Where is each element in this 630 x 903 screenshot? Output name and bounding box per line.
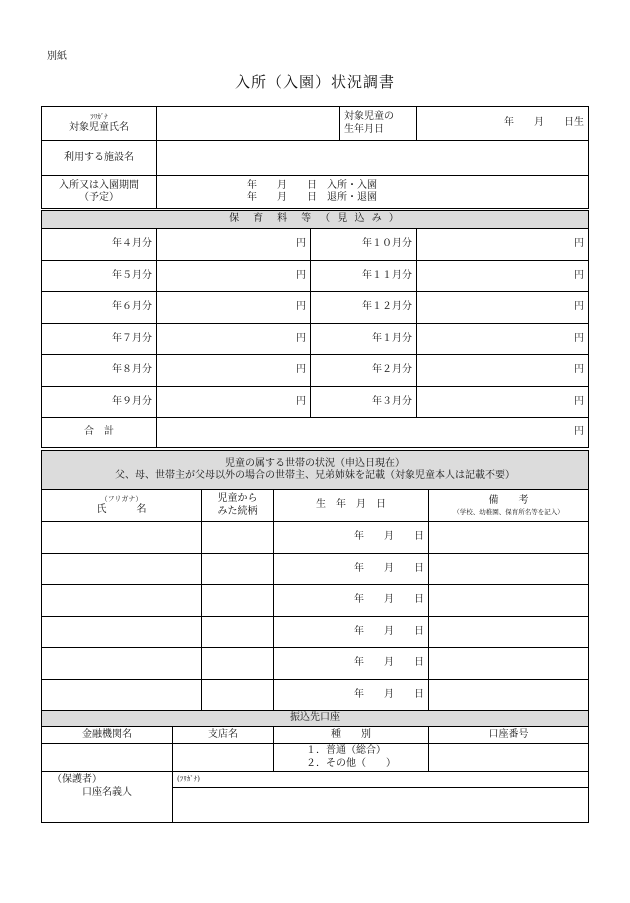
fee-amount-right[interactable] (417, 292, 589, 324)
member-remarks-field[interactable] (429, 679, 589, 711)
fee-amount-left[interactable] (157, 323, 311, 355)
col-dob-header: 生 年 月 日 (274, 490, 429, 522)
holder-furigana-label: (ﾌﾘｶﾞﾅ) (177, 775, 200, 784)
fee-month-label-right: 年２月分 (311, 355, 417, 387)
fee-row (42, 323, 589, 355)
fees-total-field[interactable] (157, 418, 589, 448)
yen-unit: 円 (296, 395, 306, 407)
fee-month-label-left: 年８月分 (42, 355, 157, 387)
member-dob-placeholder: 年 月 日 (354, 625, 424, 637)
holder-label-guardian: （保護者） (52, 774, 102, 785)
fee-amount-left[interactable] (157, 260, 311, 292)
household-row (42, 648, 589, 680)
fee-amount-right[interactable] (417, 355, 589, 387)
household-row (42, 585, 589, 617)
fee-month-label-right: 年１１月分 (311, 260, 417, 292)
page-title: 入所（入園）状況調書 (234, 73, 395, 91)
dob-label-line-2: 生年月日 (344, 123, 384, 135)
fee-month-label-left: 年４月分 (42, 229, 157, 261)
yen-unit: 円 (574, 364, 585, 375)
holder-name-field[interactable] (173, 788, 589, 823)
household-row (42, 553, 589, 585)
col-branch: 支店名 (173, 727, 274, 744)
child-name-label: 対象児童氏名 (69, 121, 129, 133)
member-remarks-field[interactable] (429, 522, 589, 554)
facility-field[interactable] (157, 141, 589, 176)
fee-row (42, 292, 589, 324)
yen-unit: 円 (574, 269, 585, 281)
col-name: 氏 名 (96, 503, 147, 515)
period-label-line-1: 入所又は入園期間 (59, 179, 139, 191)
period-label-line-2: （予定） (79, 192, 119, 203)
fee-amount-right[interactable] (417, 323, 589, 355)
member-dob-field[interactable] (274, 522, 429, 554)
member-dob-field[interactable] (274, 585, 429, 617)
dob-label (340, 107, 417, 141)
household-header (42, 451, 589, 490)
col-account-type: 種 別 (274, 727, 429, 744)
col-bank-name: 金融機関名 (42, 727, 173, 744)
member-dob-placeholder: 年 月 日 (354, 657, 424, 668)
fee-amount-left[interactable] (157, 386, 311, 418)
member-dob-placeholder: 年 月 日 (354, 531, 424, 542)
fee-month-label-right: 年１０月分 (311, 229, 417, 261)
fees-header: 保 育 料 等 （ 見 込 み ） (42, 211, 589, 229)
member-name-field[interactable] (42, 648, 202, 680)
dob-field[interactable] (417, 107, 589, 141)
holder-label-name: 口座名義人 (82, 786, 132, 798)
col-relation-header (202, 490, 274, 522)
member-dob-field[interactable] (274, 679, 429, 711)
fees-total-label: 合 計 (42, 418, 157, 448)
bank-table (41, 710, 589, 823)
dob-value: 年 月 日生 (504, 117, 584, 129)
member-dob-field[interactable] (274, 553, 429, 585)
fee-month-label-left: 年７月分 (42, 323, 157, 355)
account-type-option-2[interactable]: ２．その他（ ） (306, 757, 396, 769)
yen-unit: 円 (574, 301, 585, 312)
yen-unit: 円 (296, 269, 306, 281)
household-row (42, 679, 589, 711)
member-remarks-field[interactable] (429, 616, 589, 648)
fee-month-label-right: 年１月分 (311, 323, 417, 355)
fee-month-label-left: 年５月分 (42, 260, 157, 292)
fee-month-label-right: 年３月分 (311, 386, 417, 418)
branch-field[interactable] (173, 744, 274, 772)
member-remarks-field[interactable] (429, 648, 589, 680)
yen-unit: 円 (296, 364, 306, 375)
fee-amount-left[interactable] (157, 355, 311, 387)
yen-unit: 円 (296, 301, 306, 312)
yen-unit: 円 (296, 238, 306, 249)
yen-unit: 円 (574, 395, 585, 407)
member-dob-field[interactable] (274, 648, 429, 680)
member-name-field[interactable] (42, 616, 202, 648)
account-number-field[interactable] (429, 744, 589, 772)
member-name-field[interactable] (42, 585, 202, 617)
dob-label-line-1: 対象児童の (344, 111, 394, 122)
fee-month-label-left: 年９月分 (42, 386, 157, 418)
fee-amount-right[interactable] (417, 260, 589, 292)
col-furigana: （フリガナ） (100, 494, 143, 503)
member-remarks-field[interactable] (429, 585, 589, 617)
account-type-option-1[interactable]: １．普通（総合） (306, 745, 386, 756)
fee-row (42, 355, 589, 387)
member-relation-field[interactable] (202, 679, 274, 711)
col-name-header (42, 490, 202, 522)
member-dob-field[interactable] (274, 616, 429, 648)
fees-table (41, 210, 589, 448)
fee-amount-right[interactable] (417, 229, 589, 261)
fee-row (42, 260, 589, 292)
member-dob-placeholder: 年 月 日 (354, 594, 424, 605)
bank-name-field[interactable] (42, 744, 173, 772)
member-relation-field[interactable] (202, 648, 274, 680)
fee-amount-left[interactable] (157, 292, 311, 324)
fee-amount-left[interactable] (157, 229, 311, 261)
member-relation-field[interactable] (202, 522, 274, 554)
account-type-field[interactable] (274, 744, 429, 772)
col-remarks-sub: （学校、幼稚園、保育所名等を記入） (453, 507, 564, 516)
member-remarks-field[interactable] (429, 553, 589, 585)
bank-header: 振込先口座 (42, 711, 589, 727)
period-label (42, 176, 157, 209)
fee-amount-right[interactable] (417, 386, 589, 418)
facility-label: 利用する施設名 (42, 141, 157, 176)
holder-furigana-field[interactable] (173, 772, 589, 788)
yen-unit: 円 (296, 332, 306, 344)
member-name-field[interactable] (42, 679, 202, 711)
member-name-field[interactable] (42, 553, 202, 585)
household-header-line-1: 児童の属する世帯の状況（申込日現在） (225, 457, 405, 469)
household-row (42, 522, 589, 554)
attachment-note: 別紙 (47, 51, 67, 62)
col-relation-line-2: みた続柄 (217, 505, 258, 517)
furigana-label: ﾌﾘｶﾞﾅ (90, 112, 108, 121)
col-account-number: 口座番号 (429, 727, 589, 744)
period-field[interactable] (157, 176, 589, 209)
fee-month-label-left: 年６月分 (42, 292, 157, 324)
household-row (42, 616, 589, 648)
member-relation-field[interactable] (202, 616, 274, 648)
yen-unit: 円 (574, 332, 585, 344)
fee-row (42, 229, 589, 261)
period-start-line: 年 月 日 入所・入園 (247, 179, 377, 191)
member-relation-field[interactable] (202, 585, 274, 617)
col-relation-line-1: 児童から (217, 493, 258, 504)
account-holder-label (42, 772, 173, 823)
yen-unit: 円 (574, 426, 585, 438)
fee-month-label-right: 年１２月分 (311, 292, 417, 324)
member-dob-placeholder: 年 月 日 (354, 688, 424, 700)
member-name-field[interactable] (42, 522, 202, 554)
fee-row (42, 386, 589, 418)
household-header-line-2: 父、母、世帯主が父母以外の場合の世帯主、兄弟姉妹を記載（対象児童本人は記載不要） (115, 470, 515, 481)
period-end-line: 年 月 日 退所・退園 (247, 192, 377, 203)
col-remarks-header (429, 490, 589, 522)
col-remarks: 備 考 (488, 495, 529, 507)
child-name-field[interactable] (157, 107, 340, 141)
yen-unit: 円 (574, 238, 585, 249)
member-relation-field[interactable] (202, 553, 274, 585)
household-table (41, 450, 589, 711)
member-dob-placeholder: 年 月 日 (354, 562, 424, 574)
child-name-label-cell (42, 107, 157, 141)
applicant-table (41, 106, 589, 209)
